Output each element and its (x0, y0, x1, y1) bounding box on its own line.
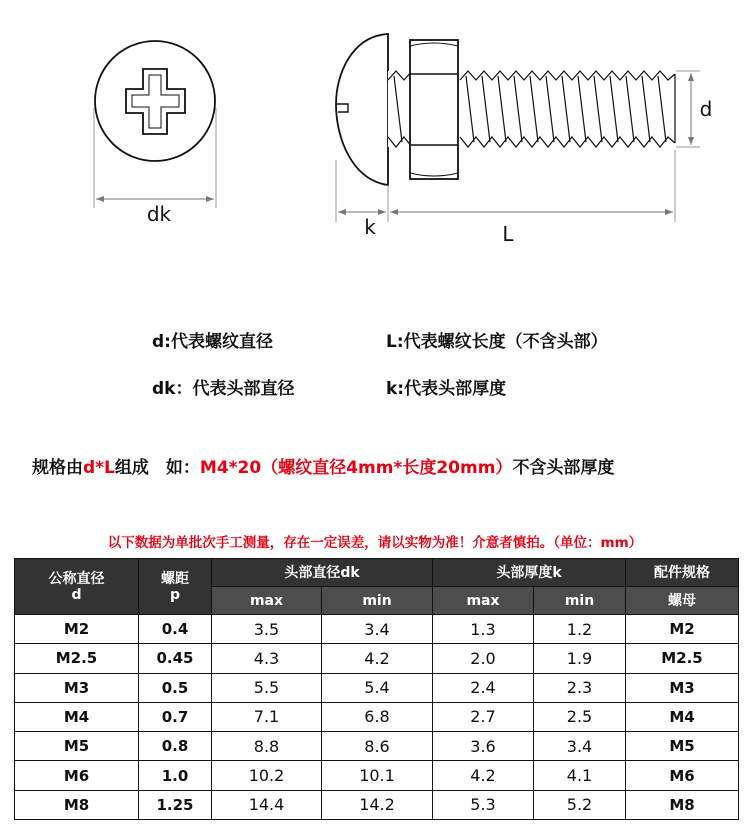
cell-k-max: 2.4 (433, 673, 534, 702)
header-dk-min: min (322, 587, 433, 615)
legend-d: d:代表螺纹直径 (152, 332, 273, 352)
spec-explanation (32, 453, 614, 478)
cell-dk-min: 5.4 (322, 673, 433, 702)
cell-nut: M5 (626, 732, 739, 761)
header-nut: 螺母 (626, 587, 739, 615)
cell-dk-min: 6.8 (322, 702, 433, 731)
legend-k: k:代表头部厚度 (386, 379, 507, 399)
cell-k-max: 3.6 (433, 732, 534, 761)
screw-side-view (336, 34, 675, 185)
d-label: d (699, 97, 713, 121)
cell-k-min: 4.1 (534, 761, 626, 790)
cell-d: M5 (15, 732, 139, 761)
screw-diagram (0, 0, 750, 260)
header-pitch (139, 559, 212, 615)
table-row (15, 615, 739, 644)
spec-formula: d*L (83, 458, 115, 478)
spec-suffix: 不含头部厚度 (512, 458, 615, 478)
L-label: L (502, 222, 514, 246)
cell-dk-max: 7.1 (212, 702, 322, 731)
spec-table-body (15, 615, 739, 820)
cell-p: 0.4 (139, 615, 212, 644)
cell-dk-max: 8.8 (212, 732, 322, 761)
cell-k-max: 2.0 (433, 644, 534, 673)
cell-d: M8 (15, 790, 139, 819)
cell-d: M3 (15, 673, 139, 702)
head-top-view (95, 41, 215, 161)
table-row (15, 673, 739, 702)
cell-p: 0.45 (139, 644, 212, 673)
cell-d: M2.5 (15, 644, 139, 673)
header-fitting: 配件规格 (626, 559, 739, 587)
cell-k-min: 2.3 (534, 673, 626, 702)
table-row (15, 702, 739, 731)
spec-table (14, 558, 739, 820)
table-row (15, 644, 739, 673)
cell-p: 0.5 (139, 673, 212, 702)
header-k-min: min (534, 587, 626, 615)
cell-dk-max: 14.4 (212, 790, 322, 819)
cell-dk-min: 4.2 (322, 644, 433, 673)
header-dk-max: max (212, 587, 322, 615)
header-nominal-label: 公称直径 (48, 570, 105, 587)
cell-k-min: 2.5 (534, 702, 626, 731)
header-head-thickness: 头部厚度k (433, 559, 626, 587)
header-head-diameter: 头部直径dk (212, 559, 433, 587)
header-pitch-label: 螺距 (161, 570, 189, 587)
nut (410, 40, 458, 179)
d-dimension (676, 71, 712, 147)
cell-d: M6 (15, 761, 139, 790)
spec-mid: 组成 如： (114, 458, 200, 478)
table-row (15, 790, 739, 819)
cell-dk-max: 4.3 (212, 644, 322, 673)
cell-k-max: 4.2 (433, 761, 534, 790)
cell-k-min: 3.4 (534, 732, 626, 761)
cell-k-max: 5.3 (433, 790, 534, 819)
cell-dk-min: 10.1 (322, 761, 433, 790)
spec-example: M4*20（螺纹直径4mm*长度20mm） (199, 458, 513, 478)
measurement-note: 以下数据为单批次手工测量，存在一定误差，请以实物为准！介意者慎拍。（单位：mm） (107, 535, 643, 551)
k-label: k (364, 215, 376, 239)
legend-dk: dk：代表头部直径 (152, 379, 295, 399)
header-pitch-symbol: p (169, 586, 181, 603)
header-k-max: max (433, 587, 534, 615)
cell-p: 0.7 (139, 702, 212, 731)
cell-p: 1.0 (139, 761, 212, 790)
header-nominal-diameter (15, 559, 139, 615)
cell-nut: M6 (626, 761, 739, 790)
cell-p: 0.8 (139, 732, 212, 761)
dk-label: dk (146, 202, 172, 226)
cell-nut: M3 (626, 673, 739, 702)
cell-dk-max: 5.5 (212, 673, 322, 702)
cell-k-min: 1.9 (534, 644, 626, 673)
cell-nut: M8 (626, 790, 739, 819)
cell-d: M4 (15, 702, 139, 731)
cell-d: M2 (15, 615, 139, 644)
table-row (15, 761, 739, 790)
cell-p: 1.25 (139, 790, 212, 819)
cell-dk-max: 10.2 (212, 761, 322, 790)
cell-nut: M2 (626, 615, 739, 644)
cell-dk-min: 14.2 (322, 790, 433, 819)
cell-dk-min: 8.6 (322, 732, 433, 761)
cell-nut: M2.5 (626, 644, 739, 673)
table-row (15, 732, 739, 761)
legend-L: L:代表螺纹长度（不含头部） (386, 332, 608, 352)
cell-nut: M4 (626, 702, 739, 731)
cell-k-max: 1.3 (433, 615, 534, 644)
cell-dk-min: 3.4 (322, 615, 433, 644)
cell-k-max: 2.7 (433, 702, 534, 731)
spec-prefix: 规格由 (32, 458, 83, 478)
cell-k-min: 5.2 (534, 790, 626, 819)
cell-k-min: 1.2 (534, 615, 626, 644)
cell-dk-max: 3.5 (212, 615, 322, 644)
header-nominal-symbol: d (71, 586, 82, 603)
